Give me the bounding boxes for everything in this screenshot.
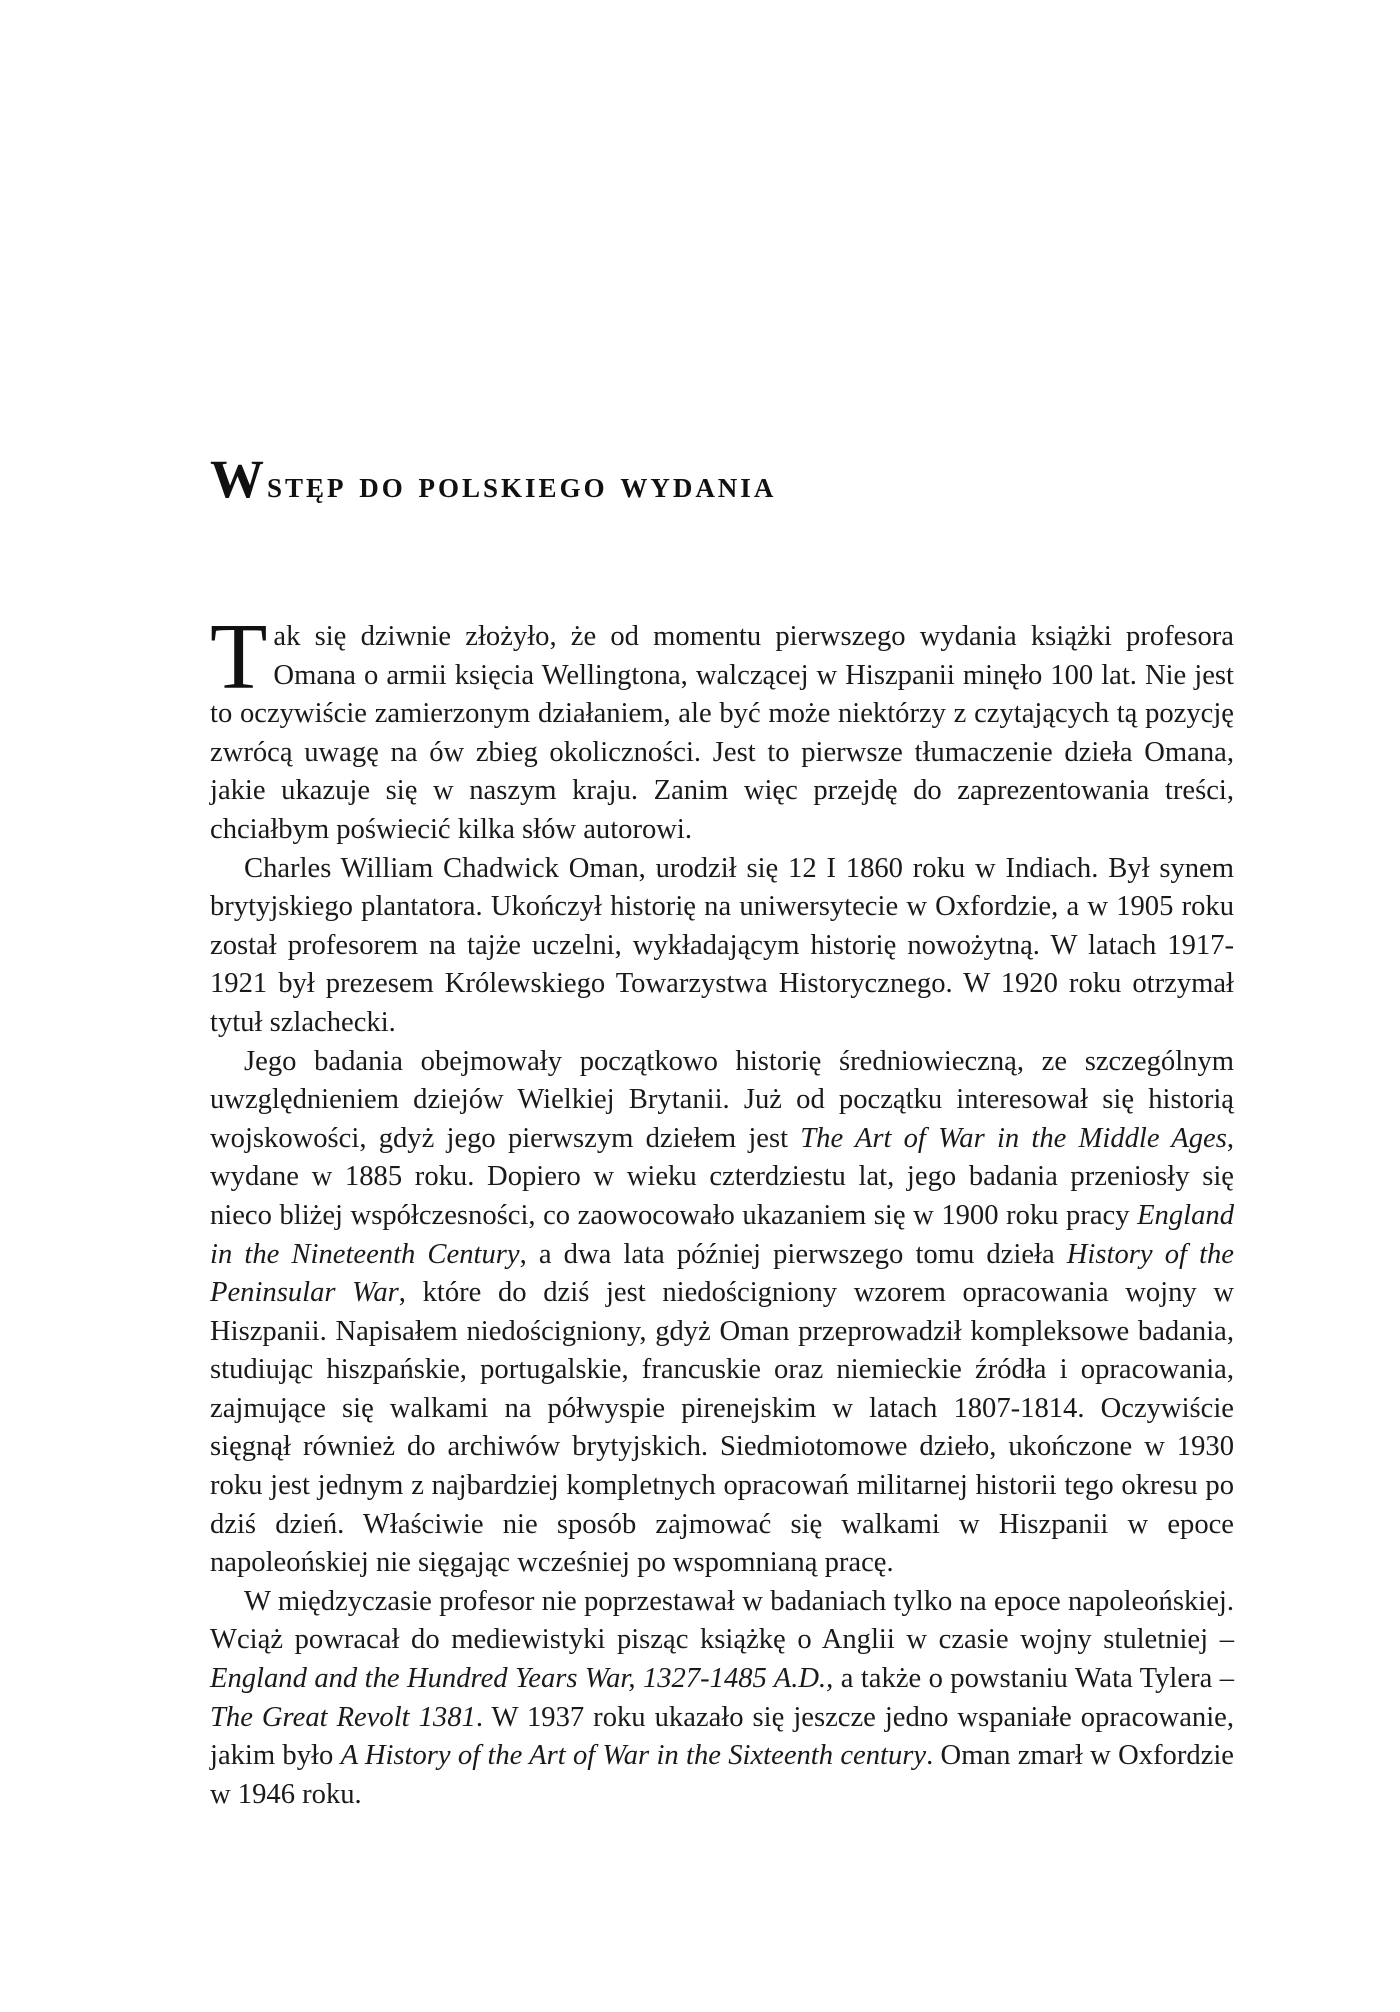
text-segment: . W 1937 roku ukazało się jeszcze jedno wspaniałe opracowanie, jakim było: [210, 1701, 1234, 1772]
text-segment: , wydane w 1885 roku. Dopiero w wieku czterdziestu lat, jego badania przeniosły się nieco bliżej współczesności, co zaowocowało ukazaniem się w 1900 roku pracy: [210, 1122, 1234, 1231]
italic-title: The Great Revolt 1381: [210, 1701, 476, 1733]
chapter-title: [210, 448, 776, 510]
italic-title: The Art of War in the Middle Ages: [800, 1122, 1227, 1154]
text-segment: W międzyczasie profesor nie poprzestawał w badaniach tylko na epoce napoleońskiej. Wciąż powracał do mediewistyki pisząc książkę o Anglii w czasie wojny stuletniej –: [210, 1585, 1234, 1656]
text-segment: , a dwa lata później pierwszego tomu dzieła: [519, 1238, 1067, 1270]
italic-title: England and the Hundred Years War, 1327-1485 A.D.,: [210, 1663, 834, 1695]
italic-title: History of the Peninsular War: [210, 1238, 1234, 1309]
text-segment: Charles William Chadwick Oman, urodził się 12 I 1860 roku w Indiach. Był synem brytyjskiego plantatora. Ukończył historię na uniwersytecie w Oxfordzie, a w 1905 roku został profesorem na tajże uczelni, wykładającym historię nowożytną. W latach 1917-1921 był prezesem Królewskiego Towarzystwa Historycznego. W 1920 roku otrzymał tytuł szlachecki.: [210, 852, 1234, 1038]
chapter-title-rest: stęp do polskiego wydania: [267, 463, 777, 506]
italic-title: A History of the Art of War in the Sixteenth century: [340, 1740, 927, 1772]
text-segment: a także o powstaniu Wata Tylera –: [833, 1663, 1234, 1695]
paragraph-3: [210, 1043, 1234, 1583]
paragraph-1: [210, 605, 1234, 850]
text-segment: Jego badania obejmowały początkowo historię średniowieczną, ze szczególnym uwzględnieniem dziejów Wielkiej Brytanii. Już od początku interesował się historią wojskowości, gdyż jego pierwszym dziełem jest: [210, 1045, 1234, 1154]
text-segment: , które do dziś jest niedościgniony wzorem opracowania wojny w Hiszpanii. Napisałem niedościgniony, gdyż Oman przeprowadził kompleksowe badania, studiując hiszpańskie, portugalskie, francuskie oraz niemieckie źródła i opracowania, zajmujące się walkami na półwyspie pirenejskim w latach 1807-1814. Oczywiście sięgnął również do archiwów brytyjskich. Siedmiotomowe dzieło, ukończone w 1930 roku jest jednym z najbardziej kompletnych opracowań militarnej historii tego okresu po dziś dzień. Właściwie nie sposób zajmować się walkami w Hiszpanii w epoce napoleońskiej nie sięgając wcześniej po wspomnianą pracę.: [210, 1277, 1235, 1579]
paragraph-1-text: [210, 605, 1234, 845]
paragraph-2: [210, 850, 1234, 1043]
text-segment: ak się dziwnie złożyło, że od momentu pierwszego wydania książki profesora Omana o armii księcia Wellingtona, walczącej w Hiszpanii minęło 100 lat. Nie jest to oczywiście zamierzonym działaniem, ale być może niektórzy z czytających tą pozycję zwrócą uwagę na ów zbieg okoliczności. Jest to pierwsze tłumaczenie dzieła Omana, jakie ukazuje się w naszym kraju. Zanim więc przejdę do zaprezentowania treści, chciałbym poświecić kilka słów autorowi.: [210, 621, 1234, 845]
chapter-title-initial: W: [210, 449, 267, 509]
drop-cap: T: [210, 605, 268, 709]
text-segment: . Oman zmarł w Oxfordzie w 1946 roku.: [210, 1740, 1235, 1810]
body-text: [210, 605, 1235, 1814]
italic-title: England in the Nineteenth Century: [210, 1199, 1234, 1270]
paragraph-4: [210, 1583, 1234, 1815]
